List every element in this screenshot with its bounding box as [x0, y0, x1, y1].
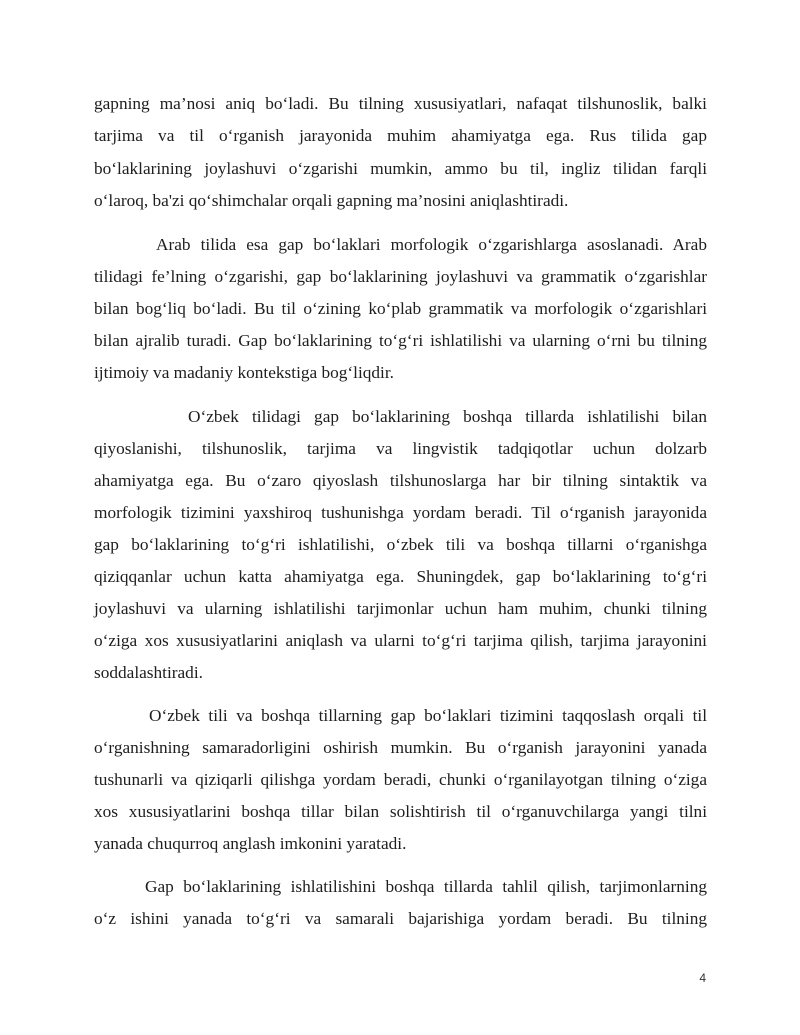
paragraph-2-line-2: tilidagi fe’lning o‘zgarishi, gap bo‘laklarining joylashuvi va grammatik o‘zgarishlar — [94, 267, 707, 286]
paragraph-1-line-2: tarjima va til o‘rganish jarayonida muhim ahamiyatga ega. Rus tilida gap — [94, 126, 707, 145]
paragraph-1-line-1: gapning ma’nosi aniq bo‘ladi. Bu tilning xususiyatlari, nafaqat tilshunoslik, balki — [94, 94, 707, 113]
paragraph-4-line-3: tushunarli va qiziqarli qilishga yordam beradi, chunki o‘rganilayotgan tilning o‘ziga — [94, 770, 707, 789]
paragraph-4-line-2: o‘rganishning samaradorligini oshirish mumkin. Bu o‘rganish jarayonini yanada — [94, 738, 707, 757]
paragraph-3-line-4: morfologik tizimini yaxshiroq tushunishga yordam beradi. Til o‘rganish jarayonida — [94, 503, 707, 522]
paragraph-4-line-4: xos xususiyatlarini boshqa tillar bilan solishtirish til o‘rganuvchilarga yangi tilni — [94, 802, 707, 821]
paragraph-3-line-9: soddalashtiradi. — [94, 663, 203, 682]
paragraph-1-line-3: bo‘laklarining joylashuvi o‘zgarishi mumkin, ammo bu til, ingliz tilidan farqli — [94, 159, 707, 178]
paragraph-4-line-5: yanada chuqurroq anglash imkonini yaratadi. — [94, 834, 407, 853]
page-number: 4 — [699, 971, 706, 985]
paragraph-5-line-2: o‘z ishini yanada to‘g‘ri va samarali bajarishiga yordam beradi. Bu tilning — [94, 909, 707, 928]
paragraph-3-line-2: qiyoslanishi, tilshunoslik, tarjima va lingvistik tadqiqotlar uchun dolzarb — [94, 439, 707, 458]
paragraph-3-line-8: o‘ziga xos xususiyatlarini aniqlash va ularni to‘g‘ri tarjima qilish, tarjima jarayonini — [94, 631, 707, 650]
paragraph-2-line-3: bilan bog‘liq bo‘ladi. Bu til o‘zining ko‘plab grammatik va morfologik o‘zgarishlari — [94, 299, 707, 318]
paragraph-3-line-3: ahamiyatga ega. Bu o‘zaro qiyoslash tilshunoslarga har bir tilning sintaktik va — [94, 471, 707, 490]
paragraph-3-line-1: O‘zbek tilidagi gap bo‘laklarining boshqa tillarda ishlatilishi bilan — [188, 407, 707, 426]
paragraph-4-line-1: O‘zbek tili va boshqa tillarning gap bo‘laklari tizimini taqqoslash orqali til — [149, 706, 707, 725]
paragraph-1-line-4: o‘laroq, ba'zi qo‘shimchalar orqali gapning ma’nosini aniqlashtiradi. — [94, 191, 569, 210]
paragraph-2-line-1: Arab tilida esa gap bo‘laklari morfologik o‘zgarishlarga asoslanadi. Arab — [156, 235, 707, 254]
paragraph-5-line-1: Gap bo‘laklarining ishlatilishini boshqa tillarda tahlil qilish, tarjimonlarning — [145, 877, 707, 896]
paragraph-2-line-4: bilan ajralib turadi. Gap bo‘laklarining to‘g‘ri ishlatilishi va ularning o‘rni bu tilning — [94, 331, 707, 350]
paragraph-3-line-5: gap bo‘laklarining to‘g‘ri ishlatilishi, o‘zbek tili va boshqa tillarni o‘rganishga — [94, 535, 707, 554]
paragraph-3-line-7: joylashuvi va ularning ishlatilishi tarjimonlar uchun ham muhim, chunki tilning — [94, 599, 707, 618]
paragraph-2-line-5: ijtimoiy va madaniy kontekstiga bog‘liqdir. — [94, 363, 394, 382]
paragraph-3-line-6: qiziqqanlar uchun katta ahamiyatga ega. Shuningdek, gap bo‘laklarining to‘g‘ri — [94, 567, 707, 586]
